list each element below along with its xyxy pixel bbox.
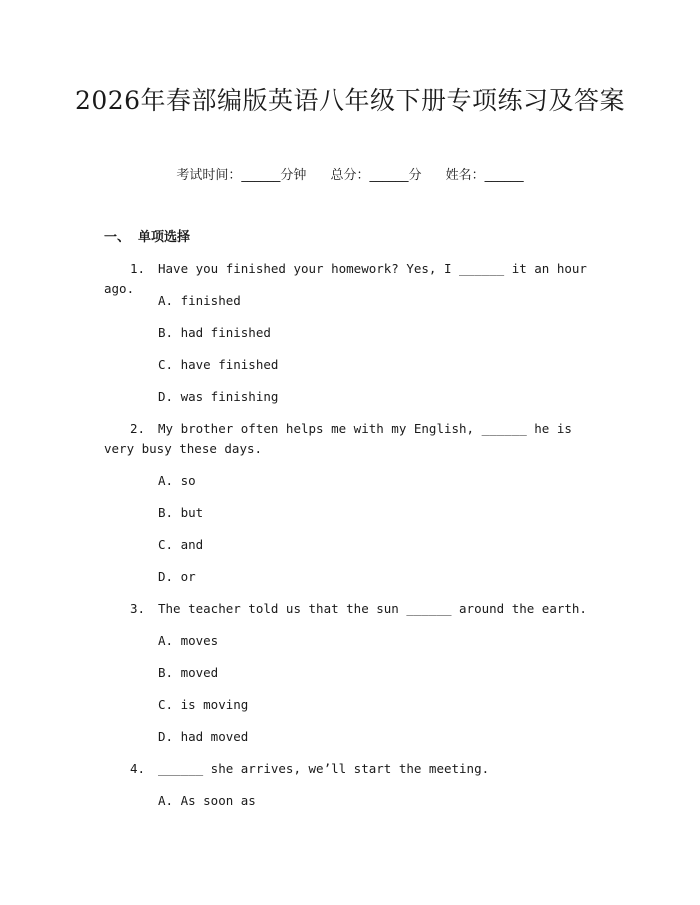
question-text: Have you finished your homework? Yes, I ______ it an hour ago. xyxy=(104,261,587,296)
section-number: 一、 xyxy=(104,230,131,245)
question-text: My brother often helps me with my English, ______ he is very busy these days. xyxy=(104,421,572,456)
option-3d: D. had moved xyxy=(158,729,249,744)
section-title: 单项选择 xyxy=(138,230,191,245)
section-heading xyxy=(104,228,190,248)
option-2c: C. and xyxy=(158,537,204,552)
option-2b: B. but xyxy=(158,505,204,520)
option-2d: D. or xyxy=(158,569,196,584)
question-3 xyxy=(104,599,594,619)
question-number: 3. xyxy=(130,601,146,616)
total-score-label: 总分：______分 xyxy=(330,168,422,183)
option-1c: C. have finished xyxy=(158,357,279,372)
question-number: 2. xyxy=(130,421,146,436)
question-number: 4. xyxy=(130,761,146,776)
option-1d: D. was finishing xyxy=(158,389,279,404)
option-2a: A. so xyxy=(158,473,196,488)
question-2 xyxy=(104,419,594,459)
option-1b: B. had finished xyxy=(158,325,271,340)
question-text: The teacher told us that the sun ______ around the earth. xyxy=(158,601,587,616)
exam-time-label: 考试时间：______分钟 xyxy=(176,168,307,183)
option-3a: A. moves xyxy=(158,633,219,648)
question-number: 1. xyxy=(130,261,146,276)
question-text: ______ she arrives, we’ll start the meeting. xyxy=(158,761,490,776)
exam-info-line xyxy=(0,166,700,186)
option-4a: A. As soon as xyxy=(158,793,256,808)
question-4 xyxy=(104,759,594,779)
student-name-label: 姓名：______ xyxy=(445,168,524,183)
option-3c: C. is moving xyxy=(158,697,249,712)
option-1a: A. finished xyxy=(158,293,241,308)
option-3b: B. moved xyxy=(158,665,219,680)
document-title: 2026年春部编版英语八年级下册专项练习及答案 xyxy=(74,86,626,115)
